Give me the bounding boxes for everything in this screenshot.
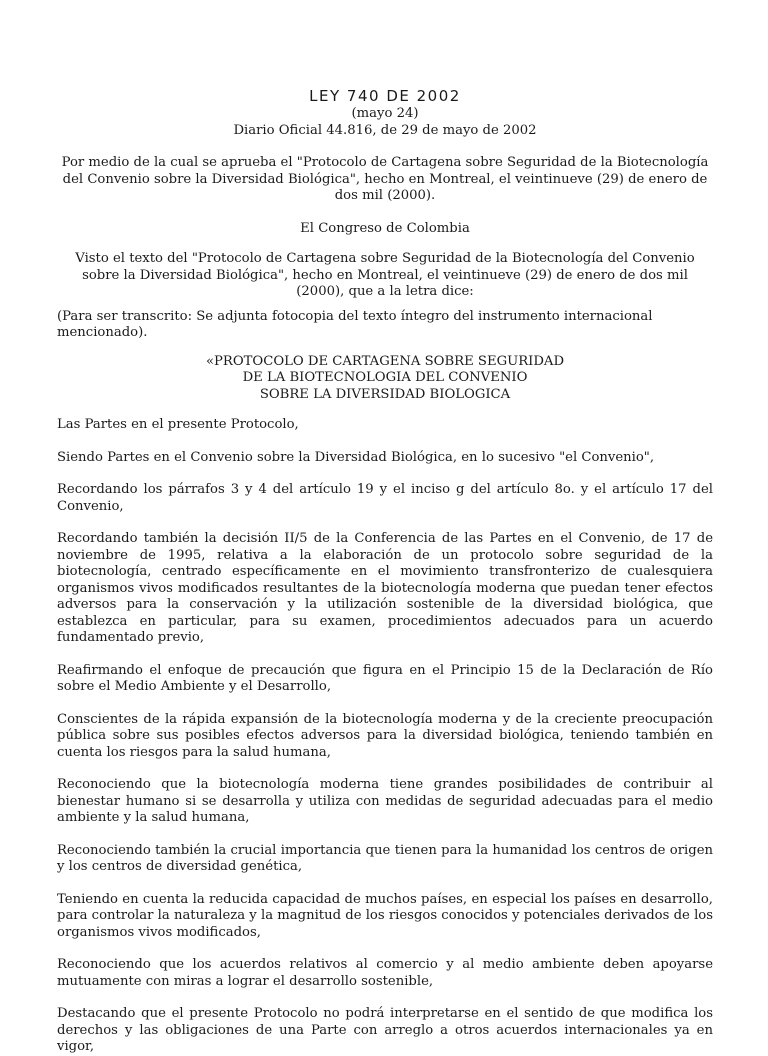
body-paragraph: Reconociendo que los acuerdos relativos al comercio y al medio ambiente deben apoyarse mutuamente con miras a lograr el desarrollo sostenible, xyxy=(57,957,713,989)
congress-heading: El Congreso de Colombia xyxy=(300,220,470,236)
body-paragraph: Reconociendo también la crucial importancia que tienen para la humanidad los centros de origen y los centros de diversidad genética, xyxy=(57,842,713,874)
body-paragraph: Recordando también la decisión II/5 de la Conferencia de las Partes en el Convenio, de 17 de noviembre de 1995, relativa a la elaboración de un protocolo sobre seguridad de la biotecnología, centrado específicamente en el movimiento transfronterizo de cualesquiera organismos vivos modificados resultantes de la biotecnología moderna que puedan tener efectos adversos para la conservación y la utilización sostenible de la diversidad biológica, que establezca en particular, para su examen, procedimientos adecuados para un acuerdo fundamentado previo, xyxy=(57,531,713,645)
transcription-note: (Para ser transcrito: Se adjunta fotocopia del texto íntegro del instrumento internacional mencionado). xyxy=(57,308,653,340)
body-paragraph: Las Partes en el presente Protocolo, xyxy=(57,417,299,432)
body-paragraph: Teniendo en cuenta la reducida capacidad de muchos países, en especial los países en desarrollo, para controlar la naturaleza y la magnitud de los riesgos conocidos y potenciales derivados de los organismos vivos modificados, xyxy=(57,891,713,940)
body-paragraph: Recordando los párrafos 3 y 4 del artículo 19 y el inciso g del artículo 8o. y el artículo 17 del Convenio, xyxy=(57,482,713,514)
body-paragraph: Destacando que el presente Protocolo no podrá interpretarse en el sentido de que modifica los derechos y las obligaciones de una Parte con arreglo a otros acuerdos internacionales ya en vigor, xyxy=(57,1006,713,1054)
body-paragraph: Conscientes de la rápida expansión de la biotecnología moderna y de la creciente preocupación pública sobre sus posibles efectos adversos para la diversidad biológica, teniendo también en cuenta los riesgos para la salud humana, xyxy=(57,711,713,760)
intro-paragraph: Por medio de la cual se aprueba el "Protocolo de Cartagena sobre Seguridad de la Biotecnología del Convenio sobre la Diversidad Biológica", hecho en Montreal, el veintinueve (29) de enero de dos mil (2000). xyxy=(61,155,709,203)
law-title: LEY 740 DE 2002 xyxy=(309,87,461,105)
body-paragraph: Siendo Partes en el Convenio sobre la Diversidad Biológica, en lo sucesivo "el Convenio", xyxy=(57,449,655,465)
protocol-title xyxy=(57,354,713,404)
visto-paragraph: Visto el texto del "Protocolo de Cartagena sobre Seguridad de la Biotecnología del Convenio sobre la Diversidad Biológica", hecho en Montreal, el veintinueve (29) de enero de dos mil (2000), que a la letra dice: xyxy=(75,251,695,299)
protocol-title-line: DE LA BIOTECNOLOGIA DEL CONVENIO xyxy=(242,370,528,385)
official-gazette: Diario Oficial 44.816, de 29 de mayo de 2002 xyxy=(233,122,537,138)
body-paragraph: Reconociendo que la biotecnología moderna tiene grandes posibilidades de contribuir al bienestar humano si se desarrolla y utiliza con medidas de seguridad adecuadas para el medio ambiente y la salud humana, xyxy=(57,777,713,825)
document-page xyxy=(57,86,713,1056)
protocol-title-line: SOBRE LA DIVERSIDAD BIOLOGICA xyxy=(259,386,511,402)
body-paragraph: Reafirmando el enfoque de precaución que figura en el Principio 15 de la Declaración de Río sobre el Medio Ambiente y el Desarrollo, xyxy=(57,662,713,694)
protocol-title-line: «PROTOCOLO DE CARTAGENA SOBRE SEGURIDAD xyxy=(205,353,565,369)
law-date: (mayo 24) xyxy=(351,106,419,121)
